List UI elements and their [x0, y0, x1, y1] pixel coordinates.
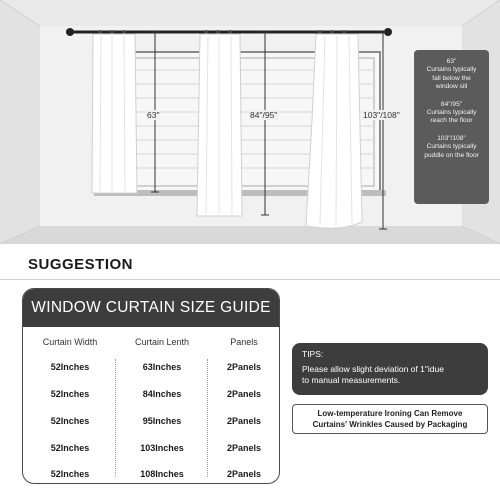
size-guide-title: WINDOW CURTAIN SIZE GUIDE	[23, 289, 279, 327]
table-cell-panels: 2Panels	[226, 469, 262, 479]
column-header-panels: Panels	[230, 337, 258, 347]
info-desc: Curtains typically	[426, 109, 477, 117]
info-desc: fall below the	[432, 74, 471, 82]
info-desc: reach the floor	[430, 117, 473, 125]
size-guide-table	[22, 288, 280, 484]
table-cell-width: 52Inches	[50, 389, 90, 399]
table-cell-length: 95Inches	[142, 416, 182, 426]
info-size: 84"/95"	[440, 100, 463, 108]
ironing-note	[292, 404, 488, 434]
column-header-length: Curtain Lenth	[134, 337, 190, 347]
table-cell-panels: 2Panels	[226, 443, 262, 453]
table-cell-width: 52Inches	[50, 469, 90, 479]
info-desc: Curtains typically	[426, 66, 477, 74]
tips-line: Please allow slight deviation of 1"idue	[302, 364, 444, 374]
suggestion-heading: SUGGESTION	[28, 256, 134, 273]
tips-body	[302, 364, 478, 386]
column-divider	[207, 359, 208, 477]
table-cell-length: 108Inches	[140, 469, 184, 479]
length-info-box	[414, 50, 489, 204]
tips-box	[292, 343, 488, 395]
table-cell-width: 52Inches	[50, 443, 90, 453]
info-size: 103"/108"	[437, 134, 466, 142]
table-cell-width: 52Inches	[50, 416, 90, 426]
table-cell-panels: 2Panels	[226, 389, 262, 399]
measure-label-84-95: 84"/95"	[250, 110, 278, 120]
info-84-95	[414, 101, 489, 126]
column-header-width: Curtain Width	[42, 337, 98, 347]
table-cell-panels: 2Panels	[226, 362, 262, 372]
ironing-line: Curtains' Wrinkles Caused by Packaging	[312, 420, 468, 429]
table-cell-width: 52Inches	[50, 362, 90, 372]
info-desc: window sill	[435, 83, 468, 91]
info-103-108	[414, 135, 489, 160]
table-cell-panels: 2Panels	[226, 416, 262, 426]
info-63	[414, 58, 489, 92]
measure-label-63: 63"	[147, 110, 160, 120]
measure-label-103-108: 103"/108"	[363, 110, 400, 120]
tips-title: TIPS:	[302, 349, 324, 359]
info-size: 63"	[446, 58, 457, 65]
divider	[0, 279, 500, 280]
info-desc: Curtains typically	[426, 143, 477, 151]
table-cell-length: 63Inches	[142, 362, 182, 372]
info-desc: puddle on the floor	[424, 151, 479, 159]
table-cell-length: 103Inches	[140, 443, 184, 453]
column-divider	[115, 359, 116, 477]
tips-line: to manual measurements.	[302, 375, 401, 385]
table-cell-length: 84Inches	[142, 389, 182, 399]
ironing-line: Low-temperature Ironing Can Remove	[317, 409, 463, 418]
